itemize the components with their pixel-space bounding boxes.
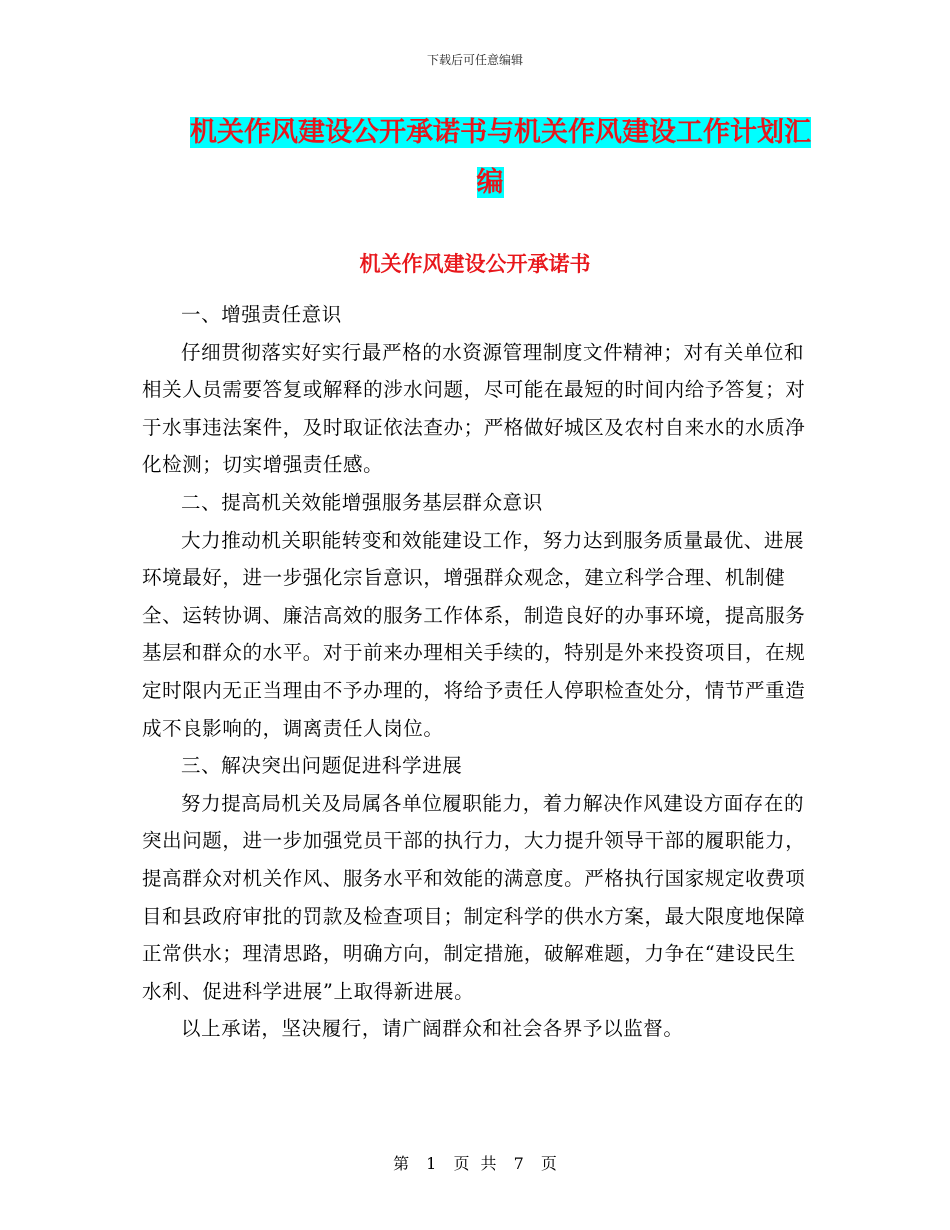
page-label-prefix: 第 (393, 1154, 410, 1173)
heading-responsibility: 一、增强责任意识 (181, 303, 342, 326)
page-header-note: 下载后可任意编辑 (426, 53, 523, 67)
paragraph-problems: 努力提高局机关及局属各单位履职能力，着力解决作风建设方面存在的突出问题，进一步加强党员干部的执行力，大力提升领导干部的履职能力，提高群众对机关作风、服务水平和效能的满意度。严格执行国家规定收费项目和县政府审批的罚款及检查项目；制定科学的供水方案，最大限度地保障正常供水；理清思路，明确方向，制定措施，破解难题，力争在“建设民生水利、促进科学进展”上取得新进展。 (142, 791, 806, 1003)
paragraph-closing: 以上承诺，坚决履行，请广阔群众和社会各界予以监督。 (181, 1017, 684, 1041)
paragraph-responsibility: 仔细贯彻落实好实行最严格的水资源管理制度文件精神；对有关单位和相关人员需要答复或解释的涉水问题，尽可能在最短的时间内给予答复；对于水事违法案件，及时取证依法查办；严格做好城区及农村自来水的水质净化检测；切实增强责任感。 (142, 340, 806, 477)
paragraph-efficiency: 大力推动机关职能转变和效能建设工作，努力达到服务质量最优、进展环境最好，进一步强化宗旨意识，增强群众观念，建立科学合理、机制健全、运转协调、廉洁高效的服务工作体系，制造良好的办事环境，提高服务基层和群众的水平。对于前来办理相关手续的，特别是外来投资项目，在规定时限内无正当理由不予办理的，将给予责任人停职检查处分，情节严重造成不良影响的，调离责任人岗位。 (142, 528, 806, 740)
document-title-line-2: 编 (476, 167, 504, 198)
page-number: 1 (426, 1154, 437, 1173)
page-label-mid: 页 共 (453, 1154, 497, 1173)
heading-problems: 三、解决突出问题促进科学进展 (181, 754, 463, 778)
page-footer (0, 1154, 950, 1174)
page-total: 7 (513, 1154, 524, 1173)
section-title: 机关作风建设公开承诺书 (359, 251, 591, 276)
page-label-suffix: 页 (540, 1154, 557, 1173)
document-body (142, 296, 810, 1048)
document-title-line-1: 机关作风建设公开承诺书与机关作风建设工作计划汇 (190, 117, 811, 148)
heading-efficiency: 二、提高机关效能增强服务基层群众意识 (181, 490, 543, 514)
document-title (190, 108, 820, 208)
